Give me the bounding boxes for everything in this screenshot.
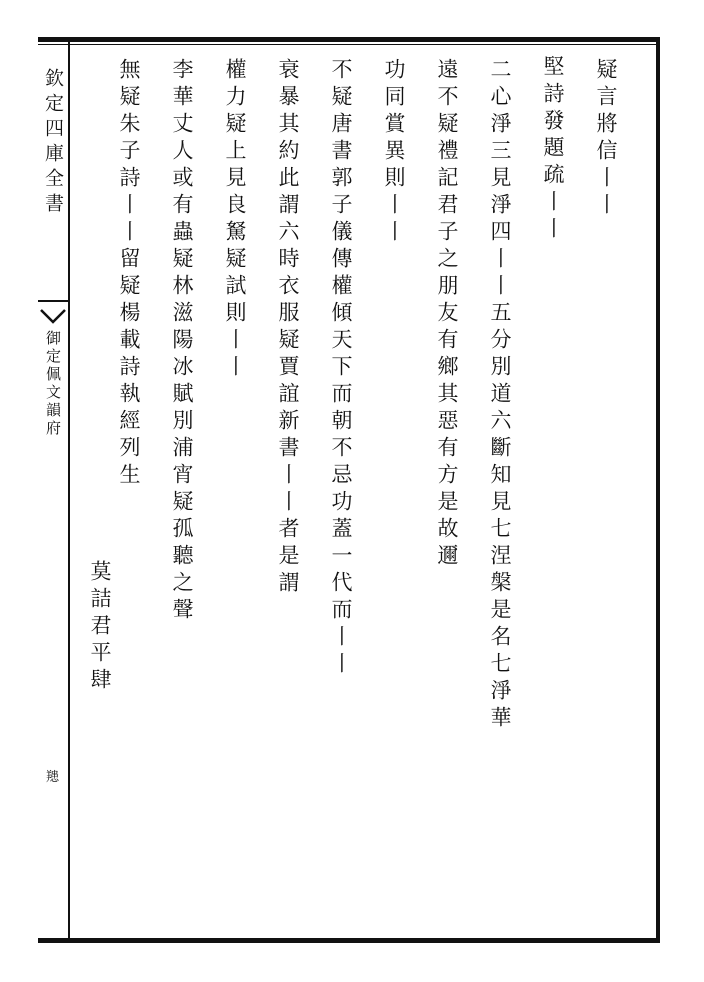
- right-border: [656, 37, 660, 943]
- text-column-7: 衰暴其約此謂六時衣服疑賈誼新書丨丨者是謂: [276, 58, 300, 598]
- text-column-9: 李華丈人或有蟲疑林滋陽冰賦別浦宵疑孤聽之聲: [170, 58, 194, 625]
- gutter-rule: [68, 37, 70, 943]
- text-column-11: 莫詰君平肆: [88, 560, 112, 695]
- text-column-4: 遠不疑禮記君子之朋友有鄉其惡有方是故邇: [435, 58, 459, 571]
- text-column-3: 二心淨三見淨四丨丨五分別道六斷知見七涅槃是名七淨華: [488, 58, 512, 733]
- top-border: [38, 37, 660, 42]
- text-column-5: 功同賞異則丨丨: [382, 58, 406, 247]
- book-subtitle: 御定佩文韻府: [44, 330, 62, 438]
- text-column-10: 無疑朱子詩丨丨留疑楊載詩執經列生: [117, 58, 141, 490]
- page-number: 䍺: [46, 770, 60, 785]
- text-column-8: 權力疑上見良駑疑試則丨丨: [223, 58, 247, 382]
- text-column-2: 堅詩發題疏丨丨: [541, 55, 565, 244]
- fishtail-mark-icon: [40, 308, 66, 326]
- bottom-border: [38, 938, 660, 943]
- text-column-6: 不疑唐書郭子儀傳權傾天下而朝不忌功蓋一代而丨丨: [329, 58, 353, 679]
- text-column-1: 疑言將信丨丨: [594, 58, 618, 220]
- gutter-separator: [38, 300, 69, 302]
- top-border-inner: [38, 44, 660, 45]
- book-title: 欽定四庫全書: [42, 68, 64, 218]
